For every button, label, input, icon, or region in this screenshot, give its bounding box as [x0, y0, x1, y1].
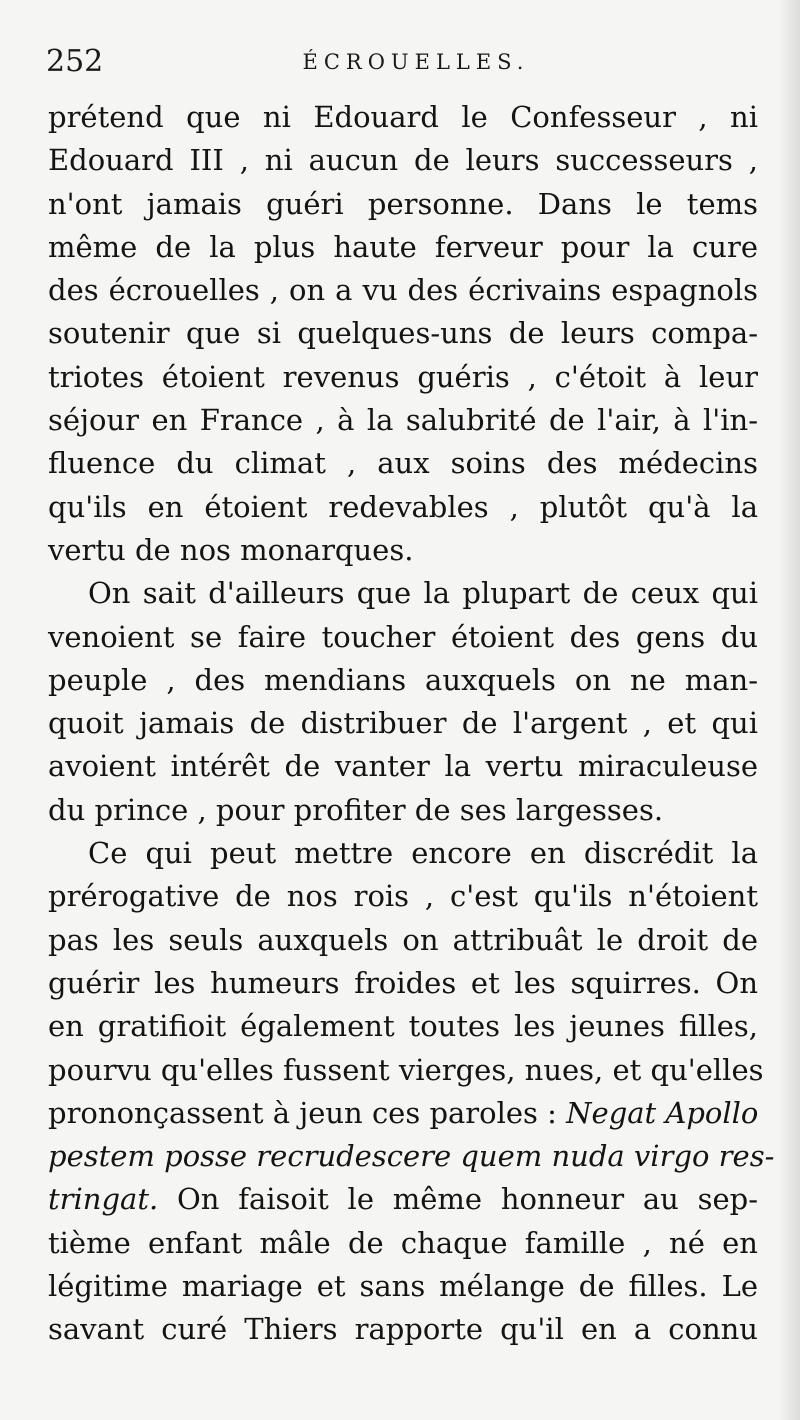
text-line: tringat. On faisoit le même honneur au sep- — [48, 1182, 758, 1217]
text-line: qu'ils en étoient redevables , plutôt qu'à la — [48, 489, 758, 524]
text-line: soutenir que si quelques-uns de leurs compa- — [48, 316, 758, 351]
page-header — [46, 42, 786, 82]
text-line: peuple , des mendians auxquels on ne man- — [48, 662, 758, 697]
text-line: même de la plus haute ferveur pour la cure — [48, 229, 758, 264]
text-line: du prince , pour profiter de ses largesses. — [48, 792, 664, 827]
text-line: pestem posse recrudescere quem nuda virgo res- — [48, 1139, 775, 1174]
text-line: prétend que ni Edouard le Confesseur , ni — [48, 100, 758, 134]
text-line: On sait d'ailleurs que la plupart de ceux qui — [88, 576, 758, 611]
text-line: triotes étoient revenus guéris , c'étoit à leur — [48, 359, 758, 394]
text-line: en gratifioit également toutes les jeunes filles, — [48, 1009, 758, 1044]
text-line: savant curé Thiers rapporte qu'il en a connu — [48, 1312, 758, 1347]
text-line: des écrouelles , on a vu des écrivains espagnols — [48, 273, 758, 308]
body-text — [48, 96, 775, 1352]
text-line: pas les seuls auxquels on attribuât le droit de — [48, 922, 758, 957]
text-line: prérogative de nos rois , c'est qu'ils n'étoient — [48, 879, 758, 914]
text-line: Edouard III , ni aucun de leurs successeurs , — [48, 143, 758, 178]
text-line: quoit jamais de distribuer de l'argent , et qui — [48, 706, 758, 741]
running-head: ÉCROUELLES. — [302, 50, 530, 74]
text-line: prononçassent à jeun ces paroles : Negat Apollo — [48, 1095, 759, 1130]
text-line: légitime mariage et sans mélange de filles. Le — [48, 1269, 758, 1304]
text-line: venoient se faire toucher étoient des gens du — [48, 619, 758, 654]
text-line: avoient intérêt de vanter la vertu miraculeuse — [48, 749, 758, 784]
text-line: vertu de nos monarques. — [48, 532, 414, 567]
page-number: 252 — [46, 44, 104, 79]
text-line: séjour en France , à la salubrité de l'air, à l'in- — [48, 403, 758, 438]
text-line: pourvu qu'elles fussent vierges, nues, et qu'elles — [48, 1052, 764, 1087]
text-line: guérir les humeurs froides et les squirres. On — [48, 965, 758, 1000]
text-line: Ce qui peut mettre encore en discrédit la — [88, 836, 758, 871]
text-line: fluence du climat , aux soins des médecins — [48, 446, 758, 481]
text-line: tième enfant mâle de chaque famille , né en — [48, 1225, 758, 1260]
text-line: n'ont jamais guéri personne. Dans le tems — [48, 186, 758, 221]
